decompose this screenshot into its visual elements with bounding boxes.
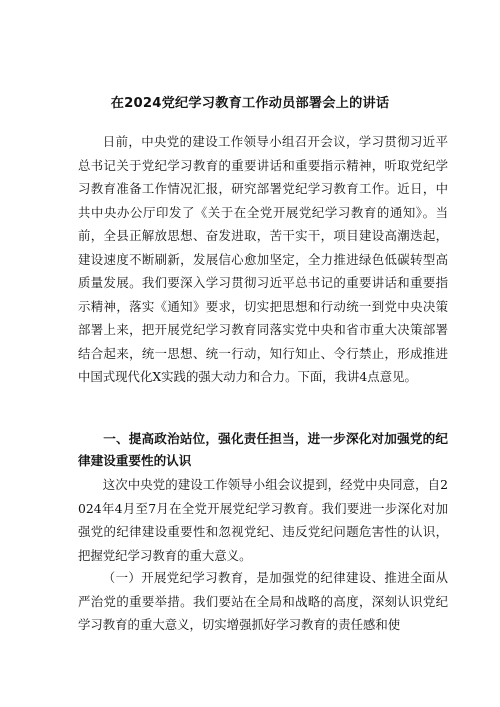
section-heading: 一、提高政治站位，强化责任担当，进一步深化对加强党的纪律建设重要性的认识	[78, 431, 448, 468]
document-title: 在2024党纪学习教育工作动员部署会上的讲话	[110, 96, 390, 111]
intro-paragraph: 日前，中央党的建设工作领导小组召开会议，学习贯彻习近平总书记关于党纪学习教育的重要讲话和重要指示精神，听取党纪学习教育准备工作情况汇报，研究部署党纪学习教育工作。近日，中共中央办公厅印发了《关于在全党开展党纪学习教育的通知》。当前，全县正解放思想、奋发进取，苦干实干，项目建设高潮迭起，建设速度不断刷新，发展信心愈加坚定，全力推进绿色低碳转型高质量发展。我们要深入学习贯彻习近平总书记的重要讲话和重要指示精神，落实《通知》要求，切实把思想和行动统一到党中央决策部署上来，把开展党纪学习教育同落实党中央和省市重大决策部署结合起来，统一思想、统一行动，知行知止、令行禁止，形成推进中国式现代化X实践的强大动力和合力。下面，我讲4点意见。	[78, 134, 448, 384]
section-paragraph: 这次中央党的建设工作领导小组会议提到，经党中央同意，自2024年4月至7月在全党开展党纪学习教育。我们要进一步深化对加强党的纪律建设重要性和忽视党纪、违反党纪问题危害性的认识，把握党纪学习教育的重大意义。	[78, 477, 448, 563]
section-paragraph: （一）开展党纪学习教育，是加强党的纪律建设、推进全面从严治党的重要举措。我们要站在全局和战略的高度，深刻认识党纪学习教育的重大意义，切实增强抓好学习教育的责任感和使	[78, 570, 448, 632]
